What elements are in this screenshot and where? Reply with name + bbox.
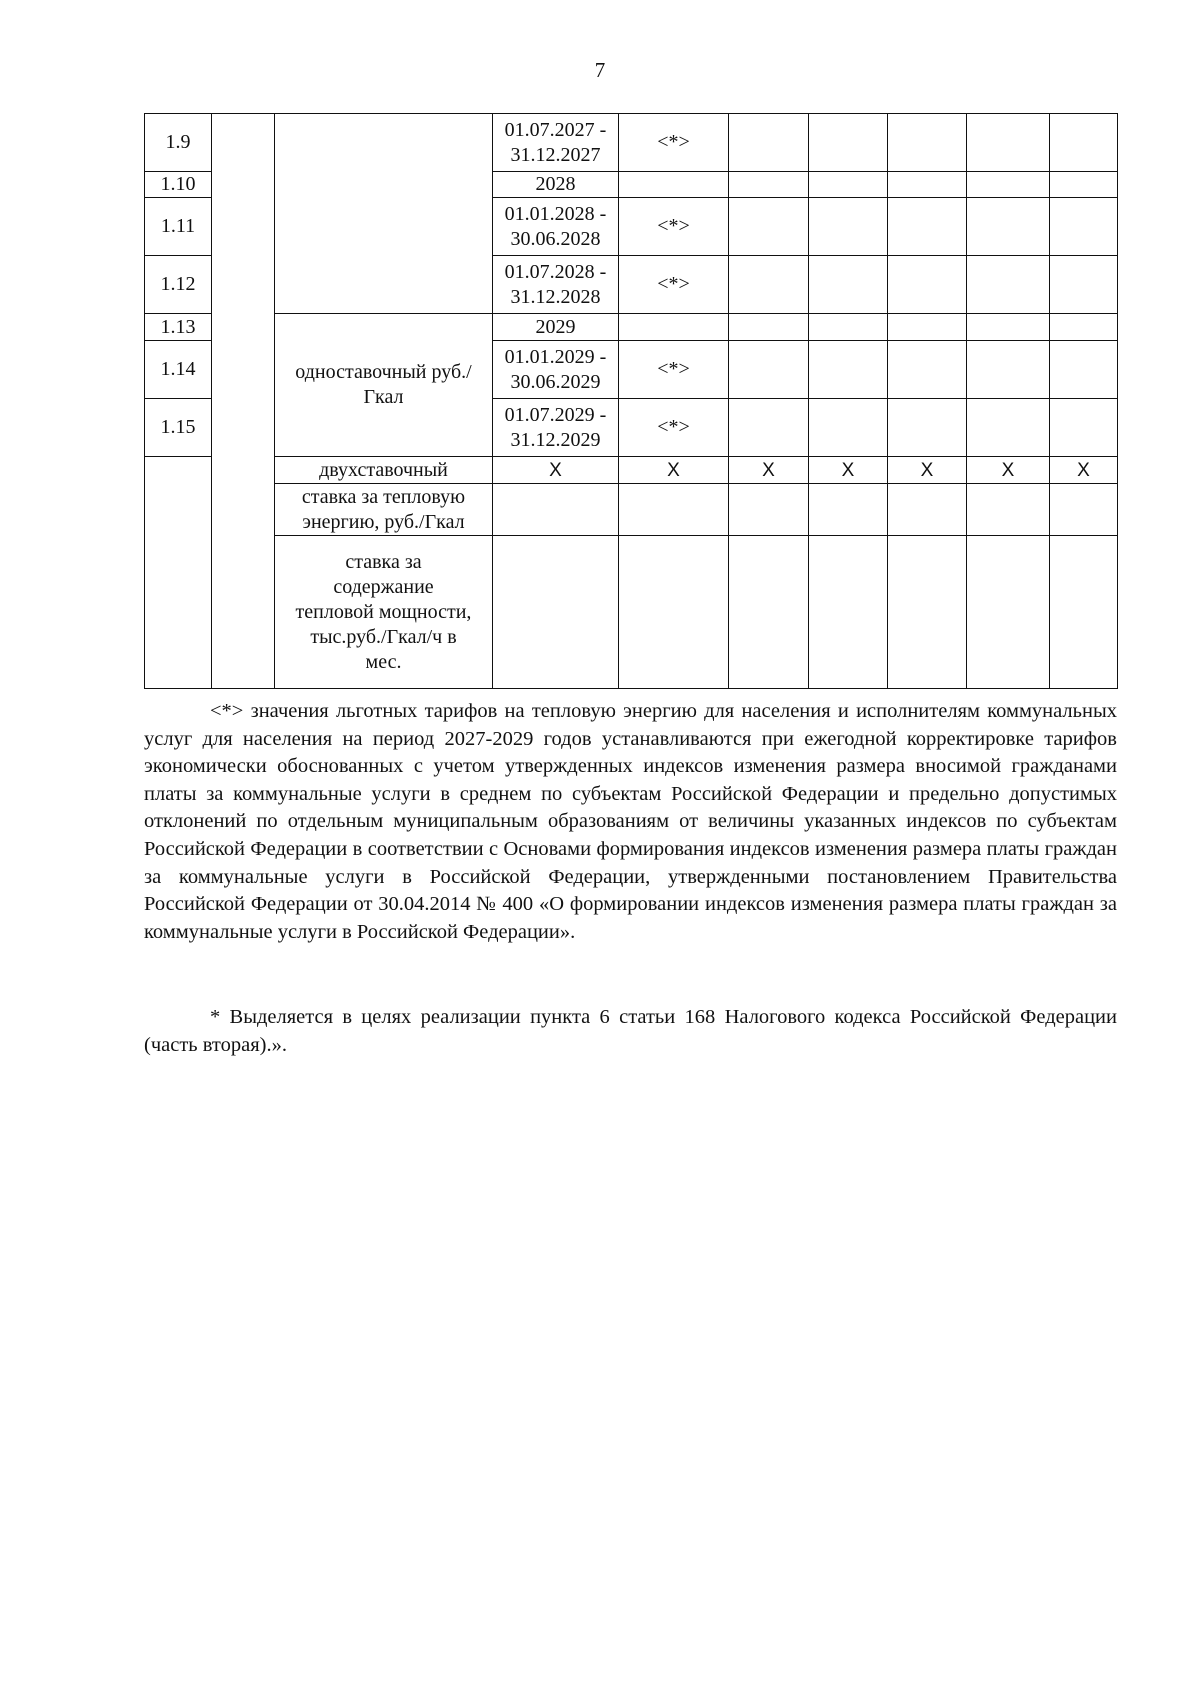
asterisk-mark <box>619 314 729 341</box>
row-number: 1.15 <box>145 399 212 457</box>
table-row <box>145 314 1118 341</box>
blank-number-cell <box>145 457 212 689</box>
x-mark: X <box>1050 457 1118 484</box>
merged-blank-cell <box>212 114 275 689</box>
period-cell: 2028 <box>493 172 619 198</box>
period-cell: 2029 <box>493 314 619 341</box>
capacity-rate-label: ставка за содержание тепловой мощности, тыс.руб./Гкал/ч в мес. <box>275 536 493 689</box>
x-mark: X <box>729 457 809 484</box>
tariff-table <box>144 113 1118 689</box>
blank-label-cell <box>275 114 493 314</box>
footnote-paragraph: <*> значения льготных тарифов на тепловую энергию для населения и исполнителям коммунальных услуг для населения на период 2027-2029 годов устанавливаются при ежегодной корректировке тарифов экономически обоснованных с учетом утвержденных индексов изменения размера вносимой гражданами платы за коммунальные услуги в среднем по субъектам Российской Федерации и предельно допустимых отклонений по отдельным муниципальным образованиям от величины указанных индексов по субъектам Российской Федерации в соответствии с Основами формирования индексов изменения размера платы граждан за коммунальные услуги в Российской Федерации, утвержденными постановлением Правительства Российской Федерации от 30.04.2014 № 400 «О формировании индексов изменения размера платы граждан за коммунальные услуги в Российской Федерации». <box>144 700 1117 943</box>
table-row <box>145 114 1118 172</box>
asterisk-mark: <*> <box>619 341 729 399</box>
asterisk-mark <box>619 172 729 198</box>
row-number: 1.12 <box>145 256 212 314</box>
two-part-label: двухставочный <box>275 457 493 484</box>
x-mark: X <box>809 457 888 484</box>
x-mark: X <box>888 457 967 484</box>
table-row <box>145 457 1118 484</box>
asterisk-mark: <*> <box>619 399 729 457</box>
table-row <box>145 484 1118 536</box>
row-number: 1.11 <box>145 198 212 256</box>
period-cell: 01.01.2029 - 30.06.2029 <box>493 341 619 399</box>
row-number: 1.9 <box>145 114 212 172</box>
table-row <box>145 536 1118 689</box>
period-cell: 01.07.2029 - 31.12.2029 <box>493 399 619 457</box>
asterisk-mark: <*> <box>619 198 729 256</box>
row-number: 1.10 <box>145 172 212 198</box>
x-mark: X <box>493 457 619 484</box>
heat-energy-rate-label: ставка за тепловую энергию, руб./Гкал <box>275 484 493 536</box>
tax-note-paragraph: * Выделяется в целях реализации пункта 6 статьи 168 Налогового кодекса Российской Федерации (часть вторая).». <box>144 1006 1117 1056</box>
period-cell: 01.01.2028 - 30.06.2028 <box>493 198 619 256</box>
asterisk-mark: <*> <box>619 114 729 172</box>
asterisk-mark: <*> <box>619 256 729 314</box>
period-cell: 01.07.2027 - 31.12.2027 <box>493 114 619 172</box>
single-rate-label: одноставочный руб./Гкал <box>275 314 493 457</box>
row-number: 1.13 <box>145 314 212 341</box>
period-cell: 01.07.2028 - 31.12.2028 <box>493 256 619 314</box>
x-mark: X <box>967 457 1050 484</box>
row-number: 1.14 <box>145 341 212 399</box>
page-number: 7 <box>594 58 606 82</box>
x-mark: X <box>619 457 729 484</box>
